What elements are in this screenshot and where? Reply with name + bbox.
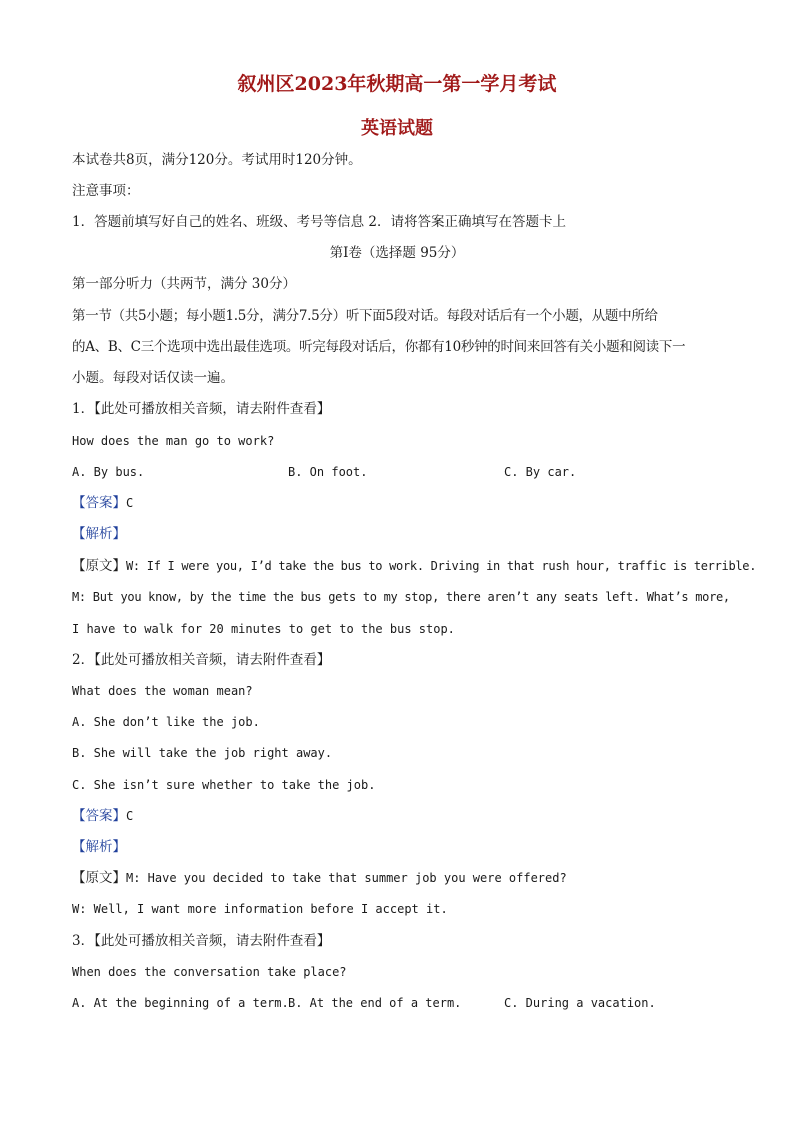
q2-audio-link[interactable]: 2．【此处可播放相关音频，请去附件查看】 [72,652,331,668]
q2-transcript-line-2: W: Well, I want more information before I accept it. [72,902,448,916]
q3-stem: When does the conversation take place? [72,965,347,979]
section-instructions-line-1: 第一节（共5小题；每小题1.5分，满分7.5分）听下面5段对话。每段对话后有一个小题，从题中所给 [72,308,658,324]
q2-option-a: A. She don’t like the job. [72,715,260,729]
q3-audio-link[interactable]: 3．【此处可播放相关音频，请去附件查看】 [72,933,331,949]
exam-title: 叙州区2023年秋期高一第一学月考试 [237,73,557,95]
q2-transcript-line-1 [72,869,567,887]
q2-stem: What does the woman mean? [72,684,253,698]
notice-item-1: 1．答题前填写好自己的姓名、班级、考号等信息 2．请将答案正确填写在答题卡上 [72,214,566,230]
q1-audio-link[interactable]: 1．【此处可播放相关音频，请去附件查看】 [72,401,331,417]
q2-analysis-tag: 【解析】 [72,839,126,855]
notice-title: 注意事项： [72,183,140,199]
q3-option-a: A. At the beginning of a term. [72,996,289,1010]
q1-transcript-line-2: M: But you know, by the time the bus gets to my stop, there aren’t any seats left. What’s more, [72,590,730,604]
q3-option-c: C. During a vacation. [504,996,656,1010]
q1-answer [72,494,133,512]
section-instructions-line-3: 小题。每段对话仅读一遍。 [72,370,234,386]
answer-value: C [126,809,134,823]
q2-option-c: C. She isn’t sure whether to take the job. [72,778,376,792]
exam-subtitle: 英语试题 [361,118,433,139]
q1-option-c: C. By car. [504,465,577,479]
q1-option-b: B. On foot. [288,465,368,479]
q2-answer [72,807,133,825]
answer-tag: 【答案】 [72,808,126,824]
q1-transcript-line-3: I have to walk for 20 minutes to get to the bus stop. [72,622,455,636]
q2-option-b: B. She will take the job right away. [72,746,333,760]
exam-info: 本试卷共8页，满分120分。考试用时120分钟。 [72,152,362,168]
transcript-text: W: If I were you, I’d take the bus to work. Driving in that rush hour, traffic is terrible. [126,559,757,573]
volume-heading: 第I卷（选择题 95分） [329,245,465,261]
q1-stem: How does the man go to work? [72,434,275,448]
answer-tag: 【答案】 [72,495,126,511]
transcript-tag: 【原文】 [72,558,126,574]
part-heading: 第一部分听力（共两节，满分 30分） [72,276,296,292]
q1-transcript-line-1 [72,557,756,575]
q1-analysis-tag: 【解析】 [72,526,126,542]
transcript-tag: 【原文】 [72,870,126,886]
q1-option-a: A. By bus. [72,465,145,479]
transcript-text: M: Have you decided to take that summer job you were offered? [126,871,567,885]
q3-option-b: B. At the end of a term. [288,996,462,1010]
section-instructions-line-2: 的A、B、C三个选项中选出最佳选项。听完每段对话后，你都有10秒钟的时间来回答有关小题和阅读下一 [72,339,686,355]
answer-value: C [126,496,134,510]
